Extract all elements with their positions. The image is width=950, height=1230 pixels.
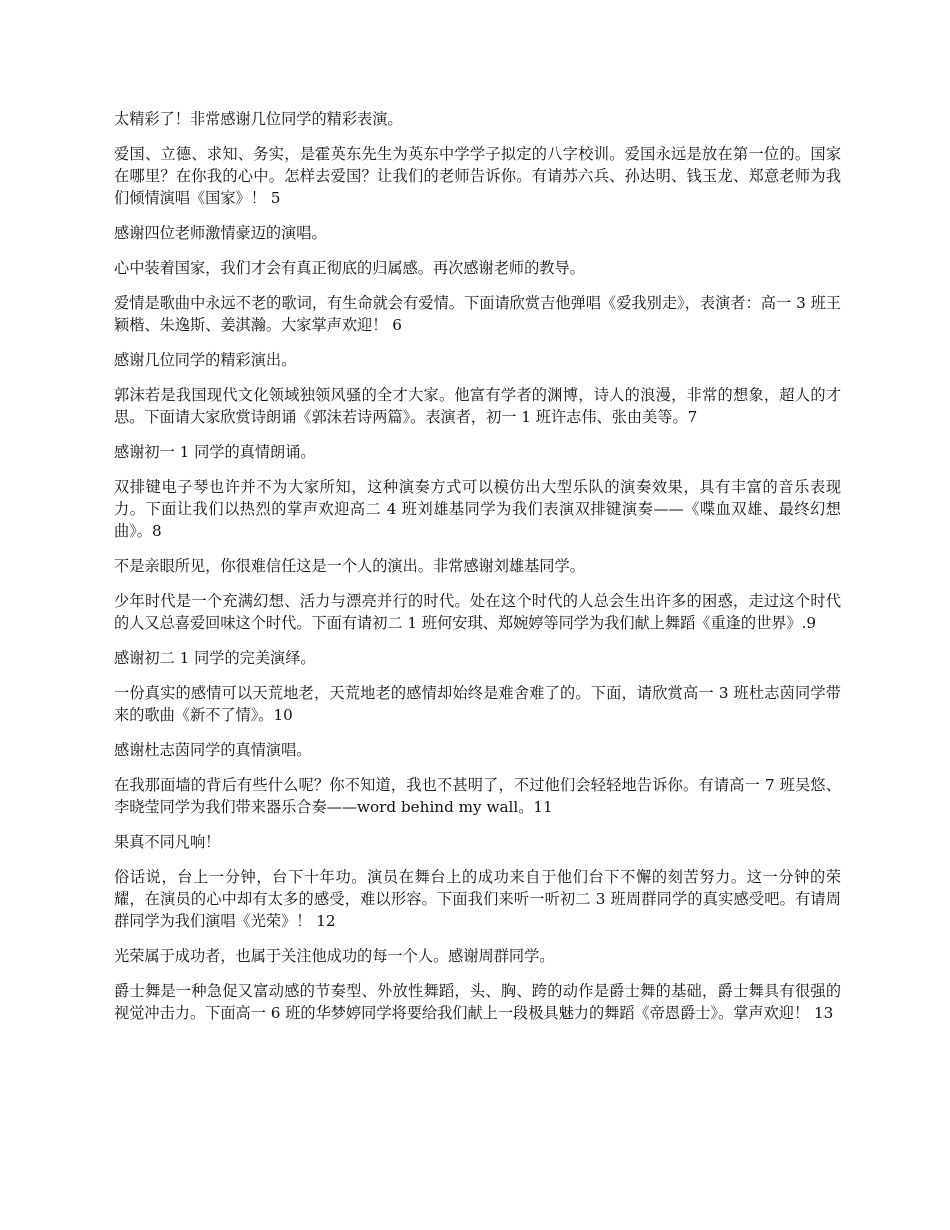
paragraph-1: 太精彩了！非常感谢几位同学的精彩表演。 (114, 110, 403, 128)
paragraph-12: 感谢初二 1 同学的完美演绎。 (114, 649, 316, 667)
paragraph-19: 爵士舞是一种急促又富动感的节奏型、外放性舞蹈，头、胸、跨的动作是爵士舞的基础，爵士舞具有很强的视觉冲击力。下面高一 6 班的华梦婷同学将要给我们献上一段极具魅力的舞蹈《帝恩爵士》。掌声欢迎！ 13 (114, 982, 841, 1022)
document-body (114, 108, 841, 1037)
paragraph-6: 感谢几位同学的精彩演出。 (114, 351, 297, 369)
paragraph-11: 少年时代是一个充满幻想、活力与漂亮并行的时代。处在这个时代的人总会生出许多的困惑，走过这个时代的人又总喜爱回味这个时代。下面有请初二 1 班何安琪、郑婉婷等同学为我们献上舞蹈《重逢的世界》.9 (114, 592, 841, 632)
paragraph-17: 俗话说，台上一分钟，台下十年功。演员在舞台上的成功来自于他们台下不懈的刻苦努力。这一分钟的荣耀，在演员的心中却有太多的感受，难以形容。下面我们来听一听初二 3 班周群同学的真实感受吧。有请周群同学为我们演唱《光荣》！ 12 (114, 868, 841, 930)
paragraph-4: 心中装着国家，我们才会有真正彻底的归属感。再次感谢老师的教导。 (114, 259, 585, 277)
paragraph-16: 果真不同凡响！ (114, 833, 221, 851)
paragraph-2: 爱国、立德、求知、务实，是霍英东先生为英东中学学子拟定的八字校训。爱国永远是放在第一位的。国家在哪里？在你我的心中。怎样去爱国？让我们的老师告诉你。有请苏六兵、孙达明、钱玉龙、郑意老师为我们倾情演唱《国家》！ 5 (114, 145, 841, 207)
paragraph-5: 爱情是歌曲中永远不老的歌词，有生命就会有爱情。下面请欣赏吉他弹唱《爱我别走》，表演者：高一 3 班王颖楷、朱逸斯、姜淇瀚。大家掌声欢迎！ 6 (114, 294, 841, 334)
paragraph-18: 光荣属于成功者，也属于关注他成功的每一个人。感谢周群同学。 (114, 947, 555, 965)
paragraph-14: 感谢杜志茵同学的真情演唱。 (114, 741, 312, 759)
paragraph-8: 感谢初一 1 同学的真情朗诵。 (114, 443, 316, 461)
paragraph-9: 双排键电子琴也许并不为大家所知，这种演奏方式可以模仿出大型乐队的演奏效果，具有丰富的音乐表现力。下面让我们以热烈的掌声欢迎高二 4 班刘雄基同学为我们表演双排键演奏——《喋血双雄、最终幻想曲》。8 (114, 478, 841, 540)
paragraph-13: 一份真实的感情可以天荒地老，天荒地老的感情却始终是难舍难了的。下面，请欣赏高一 3 班杜志茵同学带来的歌曲《新不了情》。10 (114, 684, 841, 724)
paragraph-15: 在我那面墙的背后有些什么呢？你不知道，我也不甚明了，不过他们会轻轻地告诉你。有请高一 7 班吴悠、李晓莹同学为我们带来器乐合奏——word behind my wall。11 (114, 776, 841, 816)
paragraph-3: 感谢四位老师激情豪迈的演唱。 (114, 224, 327, 242)
paragraph-7: 郭沫若是我国现代文化领域独领风骚的全才大家。他富有学者的渊博，诗人的浪漫，非常的想象，超人的才思。下面请大家欣赏诗朗诵《郭沫若诗两篇》。表演者，初一 1 班许志伟、张由美等。7 (114, 386, 841, 426)
paragraph-10: 不是亲眼所见，你很难信任这是一个人的演出。非常感谢刘雄基同学。 (114, 557, 585, 575)
